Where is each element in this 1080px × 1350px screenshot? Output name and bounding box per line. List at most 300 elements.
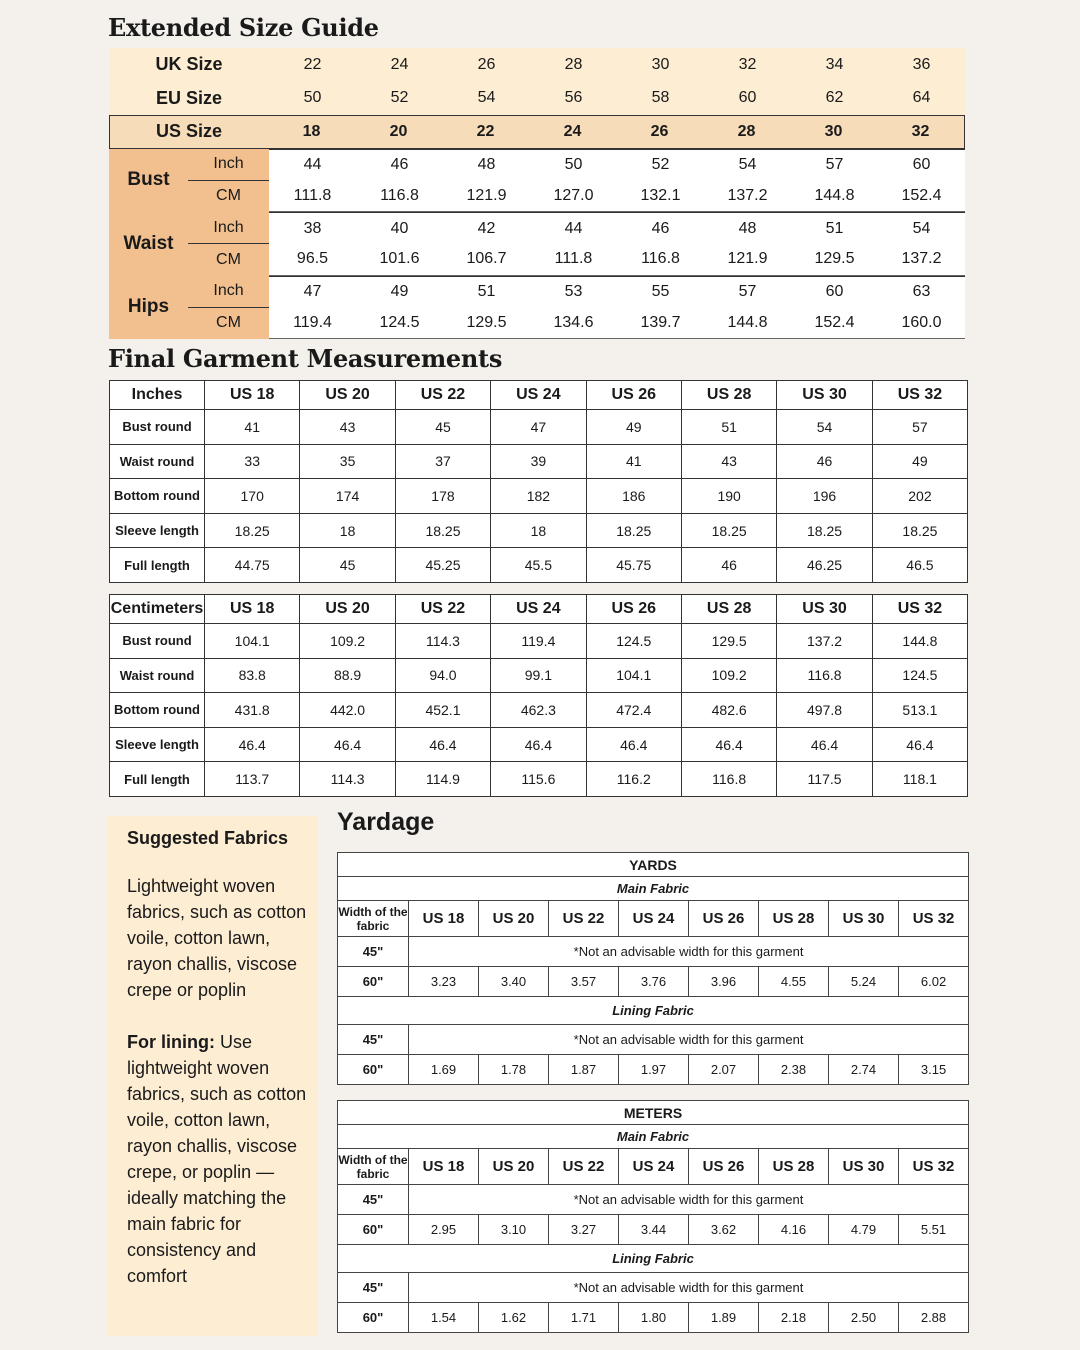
row-label: Waist round xyxy=(110,658,205,693)
cell-value: 109.2 xyxy=(681,658,776,693)
width-60: 60" xyxy=(338,967,409,997)
us-size-cell: 32 xyxy=(911,122,930,140)
cell-value: 196 xyxy=(777,479,872,514)
size-header: US 18 xyxy=(205,381,300,410)
unit-row xyxy=(338,1101,969,1125)
cell-value: 45 xyxy=(395,410,490,445)
table-row xyxy=(110,727,968,762)
fabrics-lining-text xyxy=(127,1029,308,1289)
table-row xyxy=(110,444,968,479)
us-size-cell: 26 xyxy=(650,122,669,140)
cell-value: 39 xyxy=(491,444,586,479)
cell-value: 18.25 xyxy=(872,513,967,548)
yardage-value: 1.69 xyxy=(409,1055,479,1085)
main-fabric-label: Main Fabric xyxy=(338,1125,969,1149)
eu-size-cell: 54 xyxy=(477,89,496,107)
cell-value: 124.5 xyxy=(586,624,681,659)
cell-value: 144.8 xyxy=(872,624,967,659)
inch-value: 40 xyxy=(390,219,409,237)
width-45: 45" xyxy=(338,937,409,967)
cell-value: 43 xyxy=(300,410,395,445)
size-header: US 26 xyxy=(586,595,681,624)
cell-value: 47 xyxy=(491,410,586,445)
cm-value: 116.8 xyxy=(356,181,443,212)
unit-inch-label: Inch xyxy=(188,149,269,181)
measure-values xyxy=(269,276,965,340)
width-60: 60" xyxy=(338,1303,409,1333)
size-header-row xyxy=(338,901,969,937)
header-row xyxy=(110,381,968,410)
uk-size-label: UK Size xyxy=(155,54,223,75)
lining-45-row xyxy=(338,1025,969,1055)
unit-cm-label: CM xyxy=(216,187,241,205)
inch-value: 57 xyxy=(825,156,844,174)
measure-values xyxy=(269,212,965,276)
cell-value: 472.4 xyxy=(586,693,681,728)
size-header: US 24 xyxy=(491,381,586,410)
eu-size-label: EU Size xyxy=(155,87,223,108)
inch-value: 53 xyxy=(564,283,583,301)
cm-value: 144.8 xyxy=(791,181,878,212)
cell-value: 170 xyxy=(205,479,300,514)
unit-column xyxy=(188,276,269,340)
size-header: US 32 xyxy=(872,381,967,410)
table-row xyxy=(110,410,968,445)
yardage-value: 3.76 xyxy=(619,967,689,997)
us-size-row xyxy=(109,115,965,149)
unit-cm-label: CM xyxy=(216,314,241,332)
eu-size-cell: 52 xyxy=(390,89,409,107)
yardage-value: 2.88 xyxy=(899,1303,969,1333)
lining-60-row xyxy=(338,1303,969,1333)
size-header: US 26 xyxy=(689,1149,759,1185)
cell-value: 18.25 xyxy=(395,513,490,548)
us-size-cell: 20 xyxy=(389,122,408,140)
cm-value: 152.4 xyxy=(791,308,878,339)
inch-values-row xyxy=(269,213,965,244)
uk-size-cell: 30 xyxy=(651,55,670,73)
measure-values xyxy=(269,149,965,213)
size-header-row xyxy=(338,1149,969,1185)
size-header: US 28 xyxy=(759,1149,829,1185)
cm-value: 160.0 xyxy=(878,308,965,339)
cell-value: 18 xyxy=(300,513,395,548)
yardage-value: 1.97 xyxy=(619,1055,689,1085)
cell-value: 49 xyxy=(586,410,681,445)
uk-size-cell: 32 xyxy=(738,55,757,73)
measure-group-label: Hips xyxy=(109,276,188,340)
size-header: US 20 xyxy=(300,381,395,410)
yardage-value: 3.27 xyxy=(549,1215,619,1245)
cell-value: 54 xyxy=(777,410,872,445)
size-header: US 30 xyxy=(777,595,872,624)
cm-value: 152.4 xyxy=(878,181,965,212)
inch-value: 47 xyxy=(303,283,322,301)
size-header: US 20 xyxy=(300,595,395,624)
cell-value: 114.9 xyxy=(395,762,490,797)
cell-value: 18 xyxy=(491,513,586,548)
cm-value: 139.7 xyxy=(617,308,704,339)
cell-value: 116.8 xyxy=(777,658,872,693)
cm-value: 101.6 xyxy=(356,244,443,275)
cell-value: 99.1 xyxy=(491,658,586,693)
size-header: US 28 xyxy=(681,381,776,410)
cell-value: 46.25 xyxy=(777,548,872,583)
yardage-value: 2.07 xyxy=(689,1055,759,1085)
size-header: US 32 xyxy=(899,1149,969,1185)
cell-value: 88.9 xyxy=(300,658,395,693)
garment-inches-table xyxy=(109,380,968,583)
cm-value: 106.7 xyxy=(443,244,530,275)
size-guide-title: Extended Size Guide xyxy=(108,13,379,42)
cell-value: 186 xyxy=(586,479,681,514)
inch-value: 54 xyxy=(912,219,931,237)
not-advisable-note: *Not an advisable width for this garment xyxy=(409,1273,969,1303)
cell-value: 117.5 xyxy=(777,762,872,797)
cell-value: 43 xyxy=(681,444,776,479)
lining-fabric-row xyxy=(338,1245,969,1273)
main-fabric-row xyxy=(338,877,969,901)
cell-value: 44.75 xyxy=(205,548,300,583)
measure-group-waist xyxy=(109,212,965,276)
yardage-value: 1.87 xyxy=(549,1055,619,1085)
cell-value: 45.25 xyxy=(395,548,490,583)
inch-value: 38 xyxy=(303,219,322,237)
eu-size-row xyxy=(109,82,965,116)
table-row xyxy=(110,624,968,659)
yardage-value: 4.55 xyxy=(759,967,829,997)
cell-value: 202 xyxy=(872,479,967,514)
table-row xyxy=(110,658,968,693)
cm-value: 127.0 xyxy=(530,181,617,212)
width-45: 45" xyxy=(338,1185,409,1215)
unit-cm-label: CM xyxy=(216,250,241,268)
cell-value: 482.6 xyxy=(681,693,776,728)
eu-size-cell: 50 xyxy=(303,89,322,107)
lining-fabric-row xyxy=(338,997,969,1025)
lining-fabric-label: Lining Fabric xyxy=(338,1245,969,1273)
cell-value: 83.8 xyxy=(205,658,300,693)
measure-group-label: Waist xyxy=(109,212,188,276)
yardage-value: 1.89 xyxy=(689,1303,759,1333)
lining-label: For lining: xyxy=(127,1032,215,1052)
cell-value: 18.25 xyxy=(777,513,872,548)
uk-size-values xyxy=(269,56,965,74)
width-45: 45" xyxy=(338,1025,409,1055)
lining-fabric-label: Lining Fabric xyxy=(338,997,969,1025)
us-size-cell: 30 xyxy=(824,122,843,140)
us-size-label: US Size xyxy=(155,121,223,142)
cell-value: 116.2 xyxy=(586,762,681,797)
eu-size-cell: 58 xyxy=(651,89,670,107)
cell-value: 442.0 xyxy=(300,693,395,728)
width-45: 45" xyxy=(338,1273,409,1303)
eu-size-cell: 62 xyxy=(825,89,844,107)
cell-value: 119.4 xyxy=(491,624,586,659)
cm-values-row xyxy=(269,181,965,212)
cm-value: 116.8 xyxy=(617,244,704,275)
cm-value: 111.8 xyxy=(269,181,356,212)
row-label: Waist round xyxy=(110,444,205,479)
size-header: US 22 xyxy=(395,595,490,624)
cell-value: 115.6 xyxy=(491,762,586,797)
unit-column xyxy=(188,149,269,213)
size-header: US 18 xyxy=(409,1149,479,1185)
cell-value: 46.4 xyxy=(681,727,776,762)
yardage-value: 4.79 xyxy=(829,1215,899,1245)
yardage-yards-table xyxy=(337,852,969,1085)
yardage-value: 2.18 xyxy=(759,1303,829,1333)
cell-value: 116.8 xyxy=(681,762,776,797)
cell-value: 124.5 xyxy=(872,658,967,693)
cell-value: 45 xyxy=(300,548,395,583)
measure-group-hips xyxy=(109,276,965,340)
header-row xyxy=(110,595,968,624)
width-60: 60" xyxy=(338,1215,409,1245)
cell-value: 46 xyxy=(777,444,872,479)
table-row xyxy=(110,548,968,583)
eu-size-values xyxy=(269,89,965,107)
row-label: Full length xyxy=(110,762,205,797)
yardage-value: 1.80 xyxy=(619,1303,689,1333)
row-label: Bottom round xyxy=(110,479,205,514)
unit-inch-label: Inch xyxy=(188,212,269,244)
cell-value: 46.4 xyxy=(395,727,490,762)
cell-value: 46.4 xyxy=(491,727,586,762)
size-header: US 18 xyxy=(409,901,479,937)
cell-value: 129.5 xyxy=(681,624,776,659)
uk-size-row xyxy=(109,48,965,82)
uk-size-cell: 28 xyxy=(564,55,583,73)
inch-value: 57 xyxy=(738,283,757,301)
cm-value: 132.1 xyxy=(617,181,704,212)
main-45-row xyxy=(338,1185,969,1215)
eu-size-cell: 60 xyxy=(738,89,757,107)
yardage-value: 4.16 xyxy=(759,1215,829,1245)
cm-value: 129.5 xyxy=(443,308,530,339)
cm-value: 144.8 xyxy=(704,308,791,339)
cell-value: 45.75 xyxy=(586,548,681,583)
inch-value: 44 xyxy=(303,156,322,174)
cell-value: 45.5 xyxy=(491,548,586,583)
eu-size-cell: 56 xyxy=(564,89,583,107)
inch-value: 55 xyxy=(651,283,670,301)
table-row xyxy=(110,513,968,548)
yardage-value: 1.71 xyxy=(549,1303,619,1333)
cell-value: 46 xyxy=(681,548,776,583)
size-header: US 28 xyxy=(759,901,829,937)
inch-value: 51 xyxy=(825,219,844,237)
main-fabric-label: Main Fabric xyxy=(338,877,969,901)
cell-value: 513.1 xyxy=(872,693,967,728)
main-fabric-row xyxy=(338,1125,969,1149)
us-size-cell: 18 xyxy=(302,122,321,140)
size-header: US 32 xyxy=(899,901,969,937)
cell-value: 46.4 xyxy=(872,727,967,762)
size-header: US 24 xyxy=(619,901,689,937)
main-45-row xyxy=(338,937,969,967)
size-header: US 18 xyxy=(205,595,300,624)
cell-value: 109.2 xyxy=(300,624,395,659)
cell-value: 114.3 xyxy=(300,762,395,797)
size-header: US 24 xyxy=(491,595,586,624)
cm-value: 119.4 xyxy=(269,308,356,339)
inch-value: 49 xyxy=(390,283,409,301)
lining-45-row xyxy=(338,1273,969,1303)
width-60: 60" xyxy=(338,1055,409,1085)
cell-value: 37 xyxy=(395,444,490,479)
uk-size-cell: 22 xyxy=(303,55,322,73)
row-label: Sleeve length xyxy=(110,513,205,548)
garment-cm-table xyxy=(109,594,968,797)
yardage-value: 3.57 xyxy=(549,967,619,997)
row-label: Sleeve length xyxy=(110,727,205,762)
uk-size-cell: 26 xyxy=(477,55,496,73)
cell-value: 57 xyxy=(872,410,967,445)
cell-value: 46.4 xyxy=(205,727,300,762)
inch-value: 60 xyxy=(912,156,931,174)
size-guide-table xyxy=(109,48,965,339)
cell-value: 51 xyxy=(681,410,776,445)
yardage-value: 2.74 xyxy=(829,1055,899,1085)
cell-value: 46.5 xyxy=(872,548,967,583)
cell-value: 46.4 xyxy=(586,727,681,762)
not-advisable-note: *Not an advisable width for this garment xyxy=(409,1025,969,1055)
cell-value: 94.0 xyxy=(395,658,490,693)
cm-values-row xyxy=(269,244,965,275)
suggested-fabrics-panel xyxy=(108,816,318,1336)
yardage-value: 3.96 xyxy=(689,967,759,997)
us-size-cell: 24 xyxy=(563,122,582,140)
cell-value: 35 xyxy=(300,444,395,479)
not-advisable-note: *Not an advisable width for this garment xyxy=(409,937,969,967)
yardage-value: 3.15 xyxy=(899,1055,969,1085)
yardage-value: 3.44 xyxy=(619,1215,689,1245)
inch-value: 60 xyxy=(825,283,844,301)
size-header: US 24 xyxy=(619,1149,689,1185)
unit-label: METERS xyxy=(338,1101,969,1125)
yardage-value: 1.78 xyxy=(479,1055,549,1085)
cm-value: 124.5 xyxy=(356,308,443,339)
cm-value: 134.6 xyxy=(530,308,617,339)
row-label: Bust round xyxy=(110,410,205,445)
size-header: US 30 xyxy=(829,1149,899,1185)
cell-value: 33 xyxy=(205,444,300,479)
yardage-value: 3.23 xyxy=(409,967,479,997)
table-row xyxy=(110,693,968,728)
inch-value: 46 xyxy=(651,219,670,237)
inch-value: 50 xyxy=(564,156,583,174)
unit-inch-label: Inch xyxy=(188,276,269,308)
cell-value: 113.7 xyxy=(205,762,300,797)
main-60-row xyxy=(338,1215,969,1245)
row-label: Bust round xyxy=(110,624,205,659)
inch-values-row xyxy=(269,277,965,308)
size-header: US 26 xyxy=(689,901,759,937)
width-label: Width of the fabric xyxy=(338,1149,409,1185)
cell-value: 18.25 xyxy=(586,513,681,548)
yardage-value: 5.51 xyxy=(899,1215,969,1245)
inch-value: 46 xyxy=(390,156,409,174)
inch-value: 54 xyxy=(738,156,757,174)
unit-column xyxy=(188,212,269,276)
uk-size-cell: 34 xyxy=(825,55,844,73)
row-label: Full length xyxy=(110,548,205,583)
us-size-cell: 28 xyxy=(737,122,756,140)
cell-value: 174 xyxy=(300,479,395,514)
cm-value: 129.5 xyxy=(791,244,878,275)
cell-value: 104.1 xyxy=(205,624,300,659)
cell-value: 190 xyxy=(681,479,776,514)
unit-row xyxy=(338,853,969,877)
yardage-value: 5.24 xyxy=(829,967,899,997)
cell-value: 41 xyxy=(586,444,681,479)
garment-title: Final Garment Measurements xyxy=(108,344,503,373)
fabrics-title: Suggested Fabrics xyxy=(127,828,289,848)
cell-value: 41 xyxy=(205,410,300,445)
body-measurement-groups xyxy=(109,149,965,340)
inch-value: 63 xyxy=(912,283,931,301)
cm-value: 137.2 xyxy=(878,244,965,275)
row-label: Bottom round xyxy=(110,693,205,728)
cell-value: 18.25 xyxy=(205,513,300,548)
inch-value: 42 xyxy=(477,219,496,237)
size-header: US 20 xyxy=(479,901,549,937)
cm-value: 121.9 xyxy=(704,244,791,275)
inch-value: 48 xyxy=(738,219,757,237)
cell-value: 104.1 xyxy=(586,658,681,693)
yardage-value: 2.38 xyxy=(759,1055,829,1085)
unit-header: Centimeters xyxy=(110,595,205,624)
width-label: Width of the fabric xyxy=(338,901,409,937)
eu-size-cell: 64 xyxy=(912,89,931,107)
size-header: US 30 xyxy=(777,381,872,410)
cell-value: 137.2 xyxy=(777,624,872,659)
cm-value: 121.9 xyxy=(443,181,530,212)
yardage-value: 2.50 xyxy=(829,1303,899,1333)
inch-values-row xyxy=(269,150,965,181)
cell-value: 18.25 xyxy=(681,513,776,548)
cell-value: 114.3 xyxy=(395,624,490,659)
size-header: US 20 xyxy=(479,1149,549,1185)
lining-60-row xyxy=(338,1055,969,1085)
unit-label: YARDS xyxy=(338,853,969,877)
inch-value: 51 xyxy=(477,283,496,301)
inch-value: 44 xyxy=(564,219,583,237)
size-header: US 32 xyxy=(872,595,967,624)
cm-value: 111.8 xyxy=(530,244,617,275)
cm-value: 137.2 xyxy=(704,181,791,212)
cell-value: 178 xyxy=(395,479,490,514)
size-header: US 22 xyxy=(395,381,490,410)
unit-header: Inches xyxy=(110,381,205,410)
size-header: US 22 xyxy=(549,901,619,937)
yardage-value: 3.40 xyxy=(479,967,549,997)
cell-value: 431.8 xyxy=(205,693,300,728)
main-60-row xyxy=(338,967,969,997)
measure-group-label: Bust xyxy=(109,149,188,213)
uk-size-cell: 36 xyxy=(912,55,931,73)
size-header: US 30 xyxy=(829,901,899,937)
yardage-value: 3.10 xyxy=(479,1215,549,1245)
fabrics-main-text: Lightweight woven fabrics, such as cotton voile, cotton lawn, rayon challis, viscose crepe or poplin xyxy=(127,876,307,1000)
us-size-values xyxy=(268,123,964,141)
size-header: US 28 xyxy=(681,595,776,624)
yardage-meters-table xyxy=(337,1100,969,1333)
yardage-value: 2.95 xyxy=(409,1215,479,1245)
us-size-cell: 22 xyxy=(476,122,495,140)
size-header: US 26 xyxy=(586,381,681,410)
